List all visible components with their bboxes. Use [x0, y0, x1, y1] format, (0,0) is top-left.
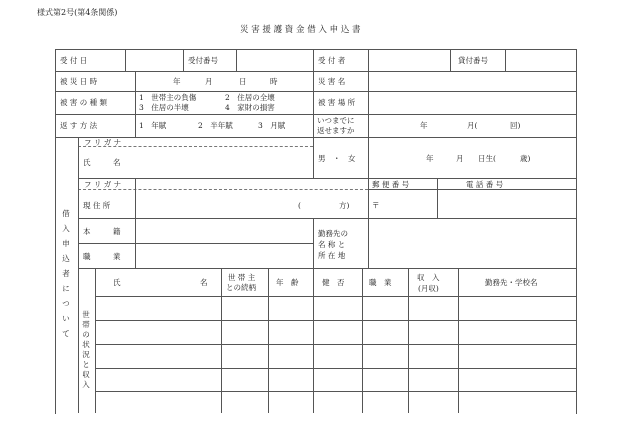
birth-nen: 年: [426, 154, 434, 163]
higai-shurui-label: 被 害 の 種 類: [60, 98, 108, 107]
ji-label: 時: [270, 77, 278, 86]
kinmusaki-label-1: 勤務先の: [318, 229, 348, 238]
method-option-1[interactable]: 1 年賦: [139, 121, 167, 130]
method-option-2[interactable]: 2 半年賦: [198, 121, 233, 130]
col-line: [313, 218, 314, 268]
applicant-side-label: 借 入 申 込 者 に つ い て: [62, 209, 70, 338]
hh-header-gakko: 勤務先・学校名: [485, 278, 538, 287]
kaesu-hoho-label: 返 す 方 法: [60, 121, 98, 130]
gatsu-label: 月: [205, 77, 213, 86]
col-line: [450, 49, 451, 71]
table-row[interactable]: [96, 321, 575, 343]
henkan-nen: 年: [420, 121, 428, 130]
col-line: [313, 137, 314, 178]
hh-header-shunyu-1: 収 入: [417, 273, 440, 282]
denwa-field[interactable]: [438, 190, 575, 217]
birth-sai: 歳): [520, 154, 531, 163]
furigana-label: フ リ ガ ナ: [84, 138, 122, 147]
table-row[interactable]: [96, 297, 575, 319]
higai-option-3[interactable]: 3 住居の半壊: [139, 103, 189, 112]
method-option-3[interactable]: 3 月賦: [258, 121, 286, 130]
birth-hisei: 日生(: [478, 154, 496, 163]
address-kata: 方): [339, 201, 350, 210]
hh-header-shunyu-2: (月収): [418, 284, 439, 293]
row-line: [78, 178, 576, 179]
uketsuke-bango-field[interactable]: [237, 50, 312, 70]
table-row[interactable]: [96, 392, 575, 412]
uketsuke-bango-label: 受付番号: [188, 56, 218, 65]
itsumade-label-2: 返せますか: [317, 126, 355, 135]
col-line: [313, 49, 314, 137]
uketsuke-bi-field[interactable]: [126, 50, 182, 70]
form-id: 様式第2号(第4条関係): [37, 8, 118, 17]
hisai-nichiji-label: 被 災 日 時: [60, 77, 98, 86]
birthdate-field[interactable]: [369, 138, 575, 177]
address-paren-open: (: [298, 201, 301, 210]
nen-label: 年: [173, 77, 181, 86]
higai-basho-label: 被 害 場 所: [318, 98, 356, 107]
denwa-bango-label: 電 話 番 号: [466, 180, 504, 189]
hh-header-shi: 氏: [113, 278, 121, 287]
kinmusaki-field[interactable]: [369, 219, 575, 267]
page-title: 災 害 援 護 資 金 借 入 申 込 書: [240, 25, 361, 35]
col-line: [78, 137, 79, 413]
birth-gatsu: 月: [456, 154, 464, 163]
genjusho-label: 現 住 所: [83, 201, 111, 210]
hh-header-shokugyo: 職 業: [369, 278, 392, 287]
table-row[interactable]: [96, 345, 575, 367]
genjusho-field[interactable]: [136, 190, 367, 217]
hh-header-nenrei: 年 齢: [276, 278, 299, 287]
henkan-field[interactable]: [369, 115, 575, 136]
hh-header-zokugara-2: との続柄: [226, 283, 256, 292]
uketsuke-sha-label: 受 付 者: [318, 56, 346, 65]
kashitsuke-bango-label: 貸付番号: [458, 56, 488, 65]
yubin-mark: 〒: [372, 201, 380, 210]
household-side-label: 世 帯 の 状 況 と 収 入: [82, 310, 90, 389]
higai-option-1[interactable]: 1 世帯主の負傷: [139, 93, 197, 102]
furigana-label-2: フ リ ガ ナ: [84, 180, 122, 189]
henkan-kai: 回): [510, 121, 521, 130]
saigai-mei-field[interactable]: [369, 72, 575, 90]
yubin-field[interactable]: [380, 190, 436, 217]
shimei-field[interactable]: [136, 147, 312, 177]
shokugyo-label: 職 業: [83, 252, 121, 261]
yubin-bango-label: 郵 便 番 号: [372, 180, 410, 189]
saigai-mei-label: 災 害 名: [318, 77, 346, 86]
honseki-field[interactable]: [136, 219, 312, 242]
hh-header-kenko: 健 否: [322, 278, 345, 287]
higai-option-2[interactable]: 2 住居の全壊: [225, 93, 275, 102]
kinmusaki-label-2: 名 称 と: [318, 240, 346, 249]
nichi-label: 日: [239, 77, 247, 86]
hh-header-mei: 名: [200, 278, 208, 287]
henkan-gatsu: 月(: [467, 121, 478, 130]
itsumade-label-1: いつまでに: [317, 116, 355, 125]
hisai-nichiji-field[interactable]: [136, 72, 312, 90]
col-line: [368, 178, 369, 218]
honseki-label: 本 籍: [83, 227, 121, 236]
table-row[interactable]: [96, 369, 575, 390]
higai-option-4[interactable]: 4 家財の損害: [225, 103, 275, 112]
kinmusaki-label-3: 所 在 地: [318, 251, 346, 260]
uketsuke-bi-label: 受 付 日: [60, 56, 88, 65]
higai-basho-field[interactable]: [369, 92, 575, 113]
shokugyo-field[interactable]: [136, 244, 312, 267]
uketsuke-sha-field[interactable]: [369, 50, 449, 70]
kashitsuke-bango-field[interactable]: [506, 50, 575, 70]
col-line: [183, 49, 184, 71]
row-line: [78, 268, 576, 269]
shimei-label: 氏 名: [83, 158, 121, 167]
hh-header-zokugara-1: 世 帯 主: [228, 273, 256, 282]
danjo-label[interactable]: 男 ・ 女: [318, 154, 356, 163]
